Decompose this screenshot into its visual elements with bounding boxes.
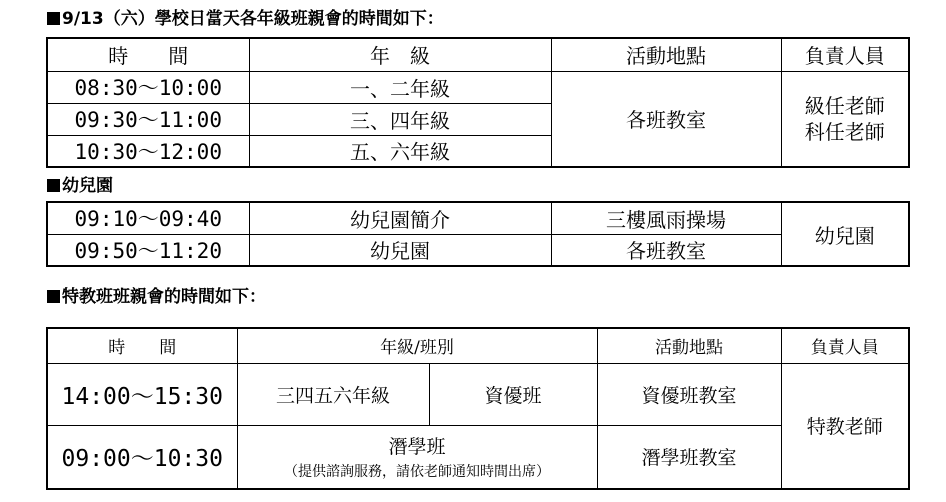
time-cell: 09:10～09:40 [47,202,249,234]
class-meeting-schedule-table [46,37,910,168]
header-time: 時 間 [47,328,237,363]
location-cell: 各班教室 [551,234,781,266]
grade-cell: 三、四年級 [249,103,551,135]
header-location: 活動地點 [597,328,781,363]
time-cell: 08:30～10:00 [47,71,249,103]
time-cell: 09:00～10:30 [47,425,237,489]
staff-cell: 特教老師 [781,363,909,489]
header-grade: 年 級 [249,38,551,71]
kindergarten-schedule-table [46,201,910,267]
black-square-icon [47,179,60,192]
table-header-row [47,328,909,363]
location-cell: 三樓風雨操場 [551,202,781,234]
time-cell: 10:30～12:00 [47,135,249,167]
class-cell [237,425,597,489]
time-cell: 09:30～11:00 [47,103,249,135]
section3-heading-text: 特教班班親會的時間如下： [62,287,266,307]
staff-cell: 幼兒園 [781,202,909,266]
activity-cell: 幼兒園 [249,234,551,266]
header-grade-class: 年級/班別 [237,328,597,363]
location-cell: 潛學班教室 [597,425,781,489]
black-square-icon [47,12,60,25]
table-row [47,71,909,103]
class-note: （提供諮詢服務，請依老師通知時間出席） [284,463,550,480]
grade-cell: 三四五六年級 [237,363,429,425]
class-cell: 資優班 [429,363,597,425]
time-cell: 14:00～15:30 [47,363,237,425]
table-row [47,363,909,425]
grade-cell: 一、二年級 [249,71,551,103]
black-square-icon [47,290,60,303]
activity-cell: 幼兒園簡介 [249,202,551,234]
staff-cell [781,71,909,167]
special-ed-schedule-table [46,327,910,490]
staff-line-2: 科任老師 [804,119,885,144]
table-row [47,202,909,234]
table-header-row [47,38,909,71]
grade-cell: 五、六年級 [249,135,551,167]
section1-heading [47,9,444,29]
time-cell: 09:50～11:20 [47,234,249,266]
section3-heading [47,287,266,307]
location-cell: 各班教室 [551,71,781,167]
class-name: 潛學班 [388,435,446,458]
table-row [47,425,909,489]
section1-heading-text: 9/13（六）學校日當天各年級班親會的時間如下： [62,9,444,29]
staff-line-1: 級任老師 [804,93,885,118]
header-time: 時 間 [47,38,249,71]
header-staff: 負責人員 [781,328,909,363]
section2-heading-text: 幼兒園 [62,176,113,196]
header-staff: 負責人員 [781,38,909,71]
header-location: 活動地點 [551,38,781,71]
table-row [47,234,909,266]
section2-heading [47,176,113,196]
location-cell: 資優班教室 [597,363,781,425]
